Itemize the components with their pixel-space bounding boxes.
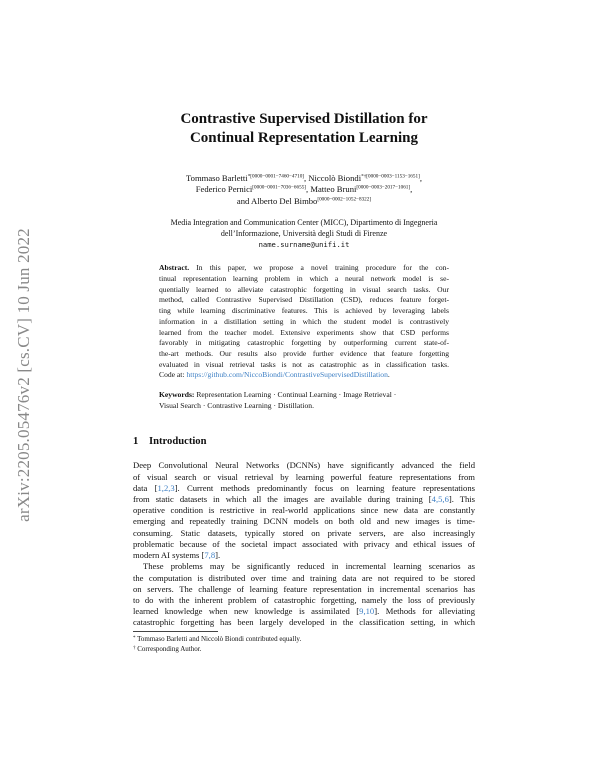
arxiv-identifier <box>4 175 44 575</box>
title-line-2: Continual Representation Learning <box>189 130 419 146</box>
code-label: Code at: <box>159 370 185 380</box>
abstract-line: learned from the teacher model. Extensive experiments show that CSD performs <box>159 327 449 337</box>
body-line: consuming. Static datasets, typically stored on private servers, are also increasingly <box>133 527 475 538</box>
author-name: and Alberto Del Bimbo <box>236 195 318 206</box>
body-line: the computation is distributed over time and training data are not required to be stored <box>133 572 475 583</box>
section-heading <box>133 435 475 448</box>
abstract-line: tinual representation learning problem in which a neural network model is se- <box>159 274 449 284</box>
body-line: These problems may be significantly reduced in incremental learning scenarios as <box>143 561 475 572</box>
body-line: data [1,2,3]. Current methods predominantly focus on learning feature representations <box>133 482 475 493</box>
body-line: on servers. The challenge of learning feature representation in incremental scenarios has <box>133 583 475 594</box>
section-title: Introduction <box>149 436 207 448</box>
author-orcid: [0000−0003−2017−1061] <box>356 185 411 192</box>
arxiv-identifier-text: arXiv:2205.05476v2 [cs.CV] 10 Jun 2022 <box>14 228 33 522</box>
author-email: name.surname@unifi.it <box>258 239 350 249</box>
abstract-line: method, called Contrastive Supervised Distillation (CSD), reduces feature forget- <box>159 295 449 305</box>
abstract-line: information in a distillation setting in which the student model is contrastively <box>159 316 449 326</box>
abstract-line: ting while learning discriminative features. This is achieved by leveraging labels <box>159 306 449 316</box>
author-orcid: [0000−0001−7036−6655] <box>252 185 307 192</box>
paper-page <box>133 110 475 629</box>
author-orcid: *†[0000−0003−1153−1651] <box>361 173 420 180</box>
affiliation-line-1: Media Integration and Communication Center (MICC), Dipartimento di Ingegneria <box>170 218 438 228</box>
paper-title <box>133 110 475 148</box>
keywords-label: Keywords: <box>159 390 195 400</box>
title-line-1: Contrastive Supervised Distillation for <box>180 111 428 127</box>
keywords-line-2: Visual Search · Contrastive Learning · Distillation. <box>159 400 314 410</box>
author-orcid: *[0000−0001−7460−4710] <box>247 173 305 180</box>
body-line: of visual search or visual retrieval by learning powerful feature representations from <box>133 471 475 482</box>
author-name: Niccolò Biondi <box>308 173 362 183</box>
body-line: from static datasets in which all the images are available during training [4,5,6]. This <box>133 494 475 505</box>
footnote-2: † Corresponding Author. <box>133 645 202 653</box>
abstract-line: quentially learned to alleviate catastrophic forgetting in visual search tasks. Our <box>159 284 449 294</box>
author-name: Matteo Bruni <box>310 184 357 195</box>
abstract-line: favorably in mitigating catastrophic forgetting by outperforming current state-of- <box>159 338 449 348</box>
intro-body <box>133 460 475 628</box>
abstract-label: Abstract. <box>159 263 190 273</box>
author-name: Tommaso Barletti <box>186 173 248 183</box>
affiliation-line-2: dell’Informazione, Università degli Studi di Firenze <box>220 228 388 238</box>
keywords-line-1: Representation Learning · Continual Learning · Image Retrieval · <box>196 390 397 400</box>
footnote-mark: † <box>133 646 136 651</box>
footnote-1: * Tommaso Barletti and Niccolò Biondi contributed equally. <box>133 635 302 643</box>
affiliation <box>133 218 475 250</box>
abstract: Abstract. In this paper, we propose a novel training procedure for the con- tinual representation learning problem in which a neural network model is se- quentially learned to alleviate catastrophic forgetting in visual search tasks. Our method, called Contrastive Supervised Distillation (CSD), reduces feature forget- ting while learning discriminative features. This is achieved by leveraging labels information in a distillation setting in which the student model is contrastively learned from the teacher model. Extensive experiments show that CSD performs favorably in mitigating catastrophic forgetting by outperforming current state-of- the-art methods. Our results also provide further evidence that feature forgetting evaluated in visual retrieval tasks is not as catastrophic as in classification tasks. Code at: https://github.com/NiccoBiondi/ContrastiveSupervisedDistillation. <box>159 263 449 380</box>
footnote-mark: * <box>133 636 136 641</box>
body-line: emerging and repeatedly training DCNN models on both old and new images is time- <box>133 516 475 527</box>
code-link[interactable]: https://github.com/NiccoBiondi/ContrastiveSupervisedDistillation <box>186 370 388 380</box>
author-name: Federico Pernici <box>195 184 253 195</box>
keywords <box>159 390 449 411</box>
body-line: Deep Convolutional Neural Networks (DCNNs) have significantly advanced the field <box>133 460 475 471</box>
body-line: to do with the inherent problem of catastrophic forgetting, namely the loss of previously <box>133 594 475 605</box>
abstract-line: evaluated in visual retrieval tasks is not as catastrophic as in classification tasks. <box>159 359 449 369</box>
section-number: 1 <box>133 436 139 448</box>
body-line: problematic because of the societal impact associated with privacy and ethical issues of <box>133 538 475 549</box>
body-line: operative condition is restrictive in real-world applications since new data are constantly <box>133 505 475 516</box>
body-line: catastrophic forgetting has been largely developed in the classification setting, in which <box>133 617 475 628</box>
footnote-rule <box>133 631 218 632</box>
body-line: learned knowledge when new knowledge is assimilated [9,10]. Methods for alleviating <box>133 606 476 617</box>
abstract-line: the-art methods. Our results also provide further evidence that feature forgetting <box>159 348 449 358</box>
author-list: Tommaso Barletti$^{*[0000-0001-7460-4710]}$, Niccolò Biondi$^{*\dagger[0000-0003-1153-1651]}$, Federico Pernici[0000−0001−7036−6655], Matteo Bruni[0000−0003−2017−1061], and Alberto Del Bimbo[0000−0002−1052−8322] <box>186 173 422 206</box>
author-orcid: [0000−0002−1052−8322] <box>317 196 372 203</box>
body-line: modern AI systems [7,8]. <box>133 550 221 561</box>
